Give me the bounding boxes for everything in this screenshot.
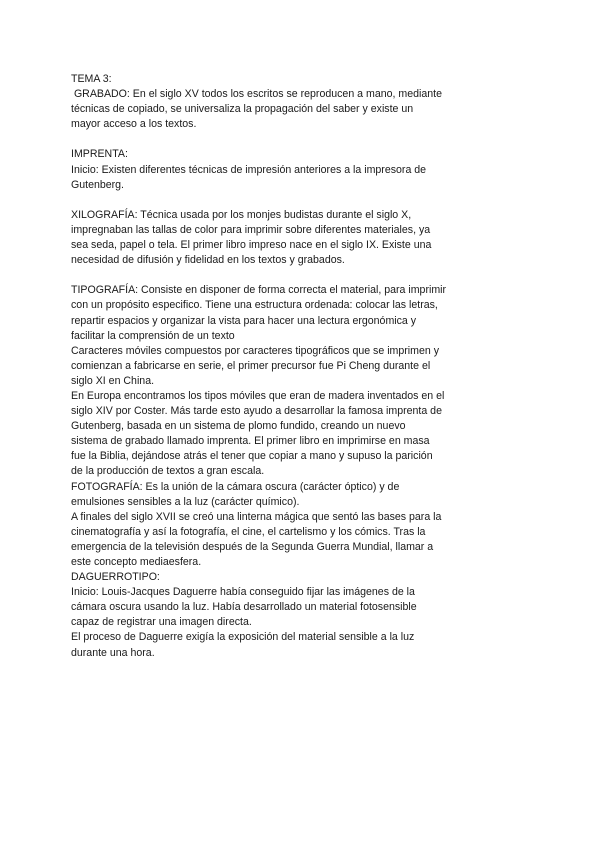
- text-line: Inicio: Existen diferentes técnicas de impresión anteriores a la impresora de: [71, 163, 427, 176]
- text-line: XILOGRAFÍA: Técnica usada por los monjes budistas durante el siglo X,: [71, 208, 412, 221]
- text-line: de la producción de textos a gran escala.: [71, 465, 265, 478]
- paragraph-xilografia: [71, 208, 541, 268]
- text-line: TEMA 3:: [71, 73, 112, 85]
- paragraph-gap: [71, 132, 541, 147]
- text-line: cámara oscura usando la luz. Había desarrollado un material fotosensible: [71, 601, 417, 614]
- text-line: TIPOGRAFÍA: Consiste en disponer de forma correcta el material, para imprimir: [71, 284, 447, 297]
- text-line: Inicio: Louis-Jacques Daguerre había conseguido fijar las imágenes de la: [71, 586, 415, 599]
- text-line: repartir espacios y organizar la vista para hacer una lectura ergonómica y: [71, 314, 417, 327]
- text-line: siglo XI en China.: [71, 374, 155, 387]
- text-line: fue la Biblia, dejándose atrás el tener que copiar a mano y supuso la parición: [71, 450, 433, 463]
- text-line: con un propósito especifico. Tiene una estructura ordenada: colocar las letras,: [71, 299, 438, 312]
- text-line: durante una hora.: [71, 646, 155, 659]
- paragraph-imprenta: [71, 147, 541, 192]
- text-line: IMPRENTA:: [71, 148, 128, 161]
- document-body: [71, 72, 541, 661]
- text-line: GRABADO: En el siglo XV todos los escritos se reproducen a mano, mediante: [71, 88, 442, 101]
- text-line: capaz de registrar una imagen directa.: [71, 616, 252, 629]
- text-line: emergencia de la televisión después de la Segunda Guerra Mundial, llamar a: [71, 540, 434, 553]
- text-line: facilitar la comprensión de un texto: [71, 329, 235, 342]
- text-line: El proceso de Daguerre exigía la exposición del material sensible a la luz: [71, 631, 415, 644]
- text-line: este concepto mediaesfera.: [71, 556, 202, 568]
- paragraph-gap: [71, 193, 541, 208]
- text-line: Caracteres móviles compuestos por caracteres tipográficos que se imprimen y: [71, 344, 439, 357]
- text-line: emulsiones sensibles a la luz (carácter químico).: [71, 495, 300, 508]
- text-line: siglo XIV por Coster. Más tarde esto ayudo a desarrollar la famosa imprenta de: [71, 405, 442, 418]
- text-line: A finales del siglo XVII se creó una linterna mágica que sentó las bases para la: [71, 510, 442, 523]
- text-line: cinematografía y así la fotografía, el cine, el cartelismo y los cómics. Tras la: [71, 525, 426, 538]
- text-line: En Europa encontramos los tipos móviles que eran de madera inventados en el: [71, 389, 445, 402]
- paragraph-tema-grabado: [71, 72, 541, 132]
- text-line: FOTOGRAFÍA: Es la unión de la cámara oscura (carácter óptico) y de: [71, 480, 400, 493]
- text-line: DAGUERROTIPO:: [71, 571, 160, 584]
- text-line: impregnaban las tallas de color para imprimir sobre diferentes materiales, ya: [71, 223, 431, 236]
- text-line: Gutenberg, basada en un sistema de plomo fundido, creando un nuevo: [71, 420, 406, 433]
- text-line: mayor acceso a los textos.: [71, 118, 197, 131]
- paragraph-tipografia-fotografia-daguerrotipo: [71, 283, 541, 660]
- paragraph-gap: [71, 268, 541, 283]
- text-line: Gutenberg.: [71, 178, 125, 191]
- text-line: técnicas de copiado, se universaliza la propagación del saber y existe un: [71, 103, 414, 116]
- text-line: sistema de grabado llamado imprenta. El primer libro en imprimirse en masa: [71, 435, 430, 448]
- text-line: necesidad de difusión y fidelidad en los textos y grabados.: [71, 254, 345, 267]
- text-line: comienzan a fabricarse en serie, el primer precursor fue Pi Cheng durante el: [71, 359, 431, 372]
- text-line: sea seda, papel o tela. El primer libro impreso nace en el siglo IX. Existe una: [71, 239, 432, 252]
